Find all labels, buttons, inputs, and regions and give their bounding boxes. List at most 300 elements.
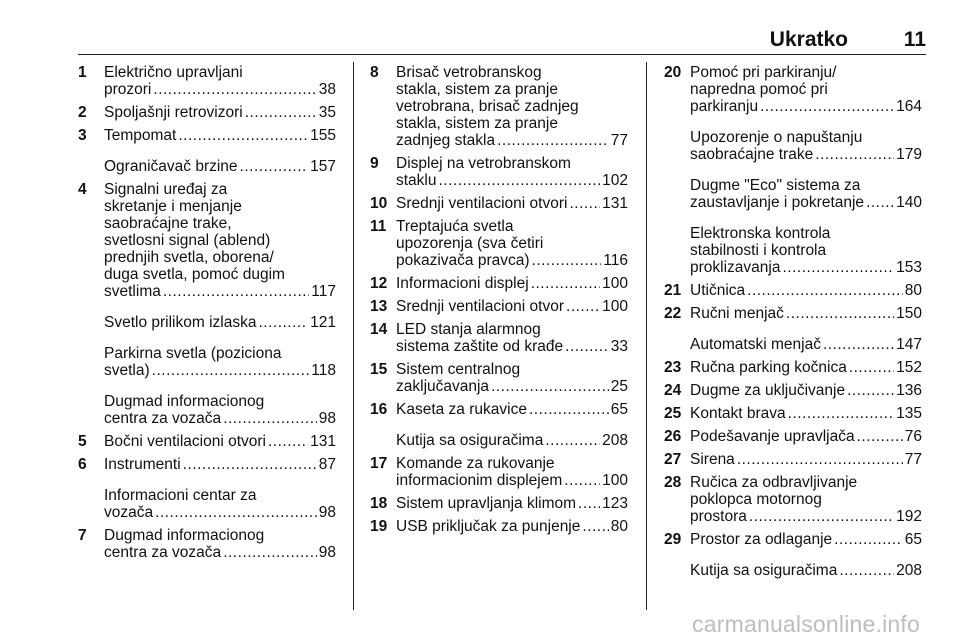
entry-label: Automatski menjač (690, 336, 821, 353)
entry-text (690, 474, 922, 525)
dot-leader (849, 359, 894, 376)
index-entry (78, 314, 336, 331)
item-number: 6 (78, 456, 87, 473)
entry-text (396, 432, 628, 449)
entry-text (104, 127, 336, 144)
item-number: 7 (78, 527, 87, 544)
page-reference: 147 (896, 336, 922, 353)
dot-leader (223, 410, 317, 427)
item-number: 2 (78, 104, 87, 121)
entry-label: poklopca motornog (690, 491, 822, 508)
entry-text (690, 451, 922, 468)
entry-text (396, 155, 628, 189)
index-entry (664, 428, 922, 445)
entry-line (396, 155, 628, 172)
entry-label: sistema zaštite od krađe (396, 338, 564, 355)
entry-text (396, 495, 628, 512)
entry-label: napredna pomoć pri (690, 81, 828, 98)
entry-line (690, 359, 922, 376)
entry-line (104, 456, 336, 473)
dot-leader (178, 127, 308, 144)
page-reference: 131 (602, 195, 628, 212)
entry-line (690, 242, 922, 259)
entry-label: centra za vozača (104, 410, 222, 427)
entry-text (104, 181, 336, 300)
page-reference: 65 (904, 531, 922, 548)
entry-line (690, 382, 922, 399)
index-entry (664, 382, 922, 399)
entry-label: parkiranju (690, 98, 759, 115)
dot-leader (566, 298, 600, 315)
entry-line (396, 472, 628, 489)
entry-label: Displej na vetrobranskom (396, 155, 571, 172)
entry-label: stabilnosti i kontrola (690, 242, 827, 259)
page-reference: 164 (896, 98, 922, 115)
entry-label: Sirena (690, 451, 735, 468)
page-reference: 98 (318, 410, 336, 427)
entry-label: Svetlo prilikom izlaska (104, 314, 257, 331)
entry-line (690, 305, 922, 322)
entry-text (690, 225, 922, 276)
index-entry (370, 495, 628, 512)
entry-label: Ručna parking kočnica (690, 359, 847, 376)
entry-label: zaustavljanje i pokretanje (690, 194, 865, 211)
entry-label: Dugmad informacionog (104, 527, 265, 544)
entry-line (104, 314, 336, 331)
dot-leader (839, 562, 894, 579)
entry-label: Utičnica (690, 282, 746, 299)
item-number: 18 (370, 495, 388, 512)
entry-line (104, 487, 336, 504)
entry-line (396, 275, 628, 292)
index-entry (78, 345, 336, 379)
index-entry (370, 432, 628, 449)
entry-label: saobraćajne trake, (104, 215, 232, 232)
entry-line (104, 266, 336, 283)
entry-line (690, 64, 922, 81)
entry-line (104, 410, 336, 427)
item-number: 10 (370, 195, 388, 212)
page-reference: 121 (310, 314, 336, 331)
entry-label: Prostor za odlaganje (690, 531, 833, 548)
page-reference: 80 (610, 518, 628, 535)
entry-label: zaključavanja (396, 378, 490, 395)
page-reference: 77 (610, 132, 628, 149)
dot-leader (223, 544, 317, 561)
entry-line (690, 98, 922, 115)
item-number: 28 (664, 474, 682, 491)
index-entry (78, 456, 336, 473)
entry-text (104, 527, 336, 561)
entry-line (104, 81, 336, 98)
item-number: 5 (78, 433, 87, 450)
entry-label: informacionim displejem (396, 472, 563, 489)
entry-line (104, 64, 336, 81)
item-number: 20 (664, 64, 682, 81)
entry-label: Ručica za odbravljivanje (690, 474, 858, 491)
entry-line (104, 181, 336, 198)
entry-line (690, 146, 922, 163)
entry-label: Elektronska kontrola (690, 225, 831, 242)
entry-text (690, 359, 922, 376)
entry-label: stakla, sistem za pranje (396, 81, 558, 98)
entry-text (396, 298, 628, 315)
entry-label: Informacioni displej (396, 275, 529, 292)
entry-label: Informacioni centar za (104, 487, 257, 504)
page-reference: 38 (318, 81, 336, 98)
item-number: 25 (664, 405, 682, 422)
index-entry (78, 181, 336, 300)
page-reference: 140 (896, 194, 922, 211)
dot-leader (155, 504, 317, 521)
entry-label: Kutija sa osiguračima (690, 562, 838, 579)
index-column-2 (370, 64, 628, 535)
page-reference: 208 (896, 562, 922, 579)
dot-leader (747, 282, 903, 299)
entry-line (396, 195, 628, 212)
column-divider (353, 62, 354, 610)
dot-leader (268, 433, 308, 450)
index-entry (370, 195, 628, 212)
entry-label: pokazivača pravca) (396, 252, 530, 269)
entry-label: USB priključak za punjenje (396, 518, 581, 535)
entry-line (396, 495, 628, 512)
entry-label: upozorenja (sva četiri (396, 235, 544, 252)
page-reference: 65 (610, 401, 628, 418)
entry-text (104, 487, 336, 521)
entry-label: LED stanja alarmnog (396, 321, 541, 338)
page-reference: 98 (318, 544, 336, 561)
item-number: 24 (664, 382, 682, 399)
page-reference: 152 (896, 359, 922, 376)
entry-text (104, 314, 336, 331)
index-entry (664, 562, 922, 579)
entry-text (396, 218, 628, 269)
entry-text (690, 129, 922, 163)
dot-leader (834, 531, 903, 548)
dot-leader (163, 283, 309, 300)
entry-text (396, 275, 628, 292)
entry-line (104, 158, 336, 175)
page-reference: 98 (318, 504, 336, 521)
entry-line (690, 81, 922, 98)
index-entry (370, 321, 628, 355)
entry-line (690, 336, 922, 353)
entry-line (396, 361, 628, 378)
dot-leader (788, 405, 894, 422)
entry-line (690, 428, 922, 445)
dot-leader (749, 508, 894, 525)
dot-leader (823, 336, 894, 353)
entry-label: Sistem centralnog (396, 361, 521, 378)
dot-leader (152, 362, 310, 379)
entry-text (396, 195, 628, 212)
entry-label: Ograničavač brzine (104, 158, 238, 175)
page-reference: 100 (602, 275, 628, 292)
entry-label: zadnjeg stakla (396, 132, 496, 149)
page-reference: 35 (318, 104, 336, 121)
page-reference: 117 (311, 283, 336, 300)
dot-leader (245, 104, 317, 121)
entry-label: Dugme za uključivanje (690, 382, 846, 399)
entry-label: Brisač vetrobranskog (396, 64, 542, 81)
entry-text (690, 405, 922, 422)
entry-line (690, 129, 922, 146)
dot-leader (240, 158, 309, 175)
item-number: 3 (78, 127, 87, 144)
item-number: 17 (370, 455, 388, 472)
entry-line (690, 259, 922, 276)
entry-line (690, 491, 922, 508)
entry-line (396, 64, 628, 81)
dot-leader (737, 451, 903, 468)
entry-label: prednjih svetla, oborena/ (104, 249, 274, 266)
entry-label: Treptajuća svetla (396, 218, 514, 235)
entry-line (104, 198, 336, 215)
item-number: 13 (370, 298, 388, 315)
entry-text (104, 456, 336, 473)
entry-line (104, 345, 336, 362)
index-entry (78, 527, 336, 561)
index-entry (664, 474, 922, 525)
item-number: 11 (370, 218, 387, 235)
entry-text (104, 158, 336, 175)
entry-line (690, 474, 922, 491)
dot-leader (531, 275, 600, 292)
index-entry (370, 64, 628, 149)
index-entry (664, 405, 922, 422)
page-header (78, 28, 926, 54)
page-reference: 76 (904, 428, 922, 445)
index-entry (370, 401, 628, 418)
entry-text (396, 401, 628, 418)
page-reference: 136 (896, 382, 922, 399)
index-entry (664, 531, 922, 548)
entry-line (690, 451, 922, 468)
dot-leader (497, 132, 609, 149)
entry-line (690, 177, 922, 194)
entry-line (396, 81, 628, 98)
entry-line (396, 298, 628, 315)
entry-label: staklu (396, 172, 437, 189)
index-entry (78, 127, 336, 144)
header-rule (78, 54, 926, 55)
entry-text (396, 64, 628, 149)
entry-line (396, 172, 628, 189)
page-reference: 25 (610, 378, 628, 395)
dot-leader (153, 81, 316, 98)
entry-label: Tempomat (104, 127, 177, 144)
page-reference: 118 (311, 362, 336, 379)
dot-leader (569, 195, 600, 212)
entry-line (690, 282, 922, 299)
page-reference: 77 (904, 451, 922, 468)
entry-text (690, 336, 922, 353)
page-reference: 150 (896, 305, 922, 322)
watermark: carmanualsonline.info (692, 611, 920, 637)
entry-label: Kutija sa osiguračima (396, 432, 544, 449)
entry-label: Instrumenti (104, 456, 181, 473)
entry-label: Spoljašnji retrovizori (104, 104, 243, 121)
entry-label: Signalni uređaj za (104, 181, 228, 198)
dot-leader (439, 172, 601, 189)
entry-line (396, 218, 628, 235)
page-reference: 87 (318, 456, 336, 473)
entry-label: Bočni ventilacioni otvori (104, 433, 266, 450)
index-entry (78, 104, 336, 121)
page-reference: 155 (310, 127, 336, 144)
index-entry (664, 336, 922, 353)
entry-label: Sistem upravljanja klimom (396, 495, 577, 512)
index-entry (78, 433, 336, 450)
entry-line (690, 405, 922, 422)
page-reference: 131 (310, 433, 336, 450)
entry-label: Upozorenje o napuštanju (690, 129, 863, 146)
entry-line (690, 562, 922, 579)
item-number: 9 (370, 155, 379, 172)
entry-label: saobraćajne trake (690, 146, 814, 163)
entry-text (104, 104, 336, 121)
index-entry (664, 225, 922, 276)
entry-label: svetlima (104, 283, 161, 300)
dot-leader (866, 194, 894, 211)
entry-line (396, 115, 628, 132)
entry-line (104, 127, 336, 144)
page-reference: 135 (896, 405, 922, 422)
index-entry (664, 64, 922, 115)
entry-line (690, 531, 922, 548)
entry-label: Podešavanje upravljača (690, 428, 855, 445)
item-number: 23 (664, 359, 682, 376)
entry-line (396, 338, 628, 355)
entry-line (396, 378, 628, 395)
index-entry (370, 275, 628, 292)
entry-label: prozori (104, 81, 152, 98)
page-reference: 33 (610, 338, 628, 355)
entry-line (396, 98, 628, 115)
section-title: Ukratko (769, 28, 848, 51)
index-entry (664, 129, 922, 163)
dot-leader (760, 98, 894, 115)
entry-text (690, 282, 922, 299)
entry-label: Ručni menjač (690, 305, 784, 322)
entry-text (690, 531, 922, 548)
item-number: 4 (78, 181, 87, 198)
entry-label: Dugmad informacionog (104, 393, 265, 410)
dot-leader (545, 432, 600, 449)
index-column-1 (78, 64, 336, 561)
dot-leader (857, 428, 903, 445)
page-reference: 100 (602, 298, 628, 315)
dot-leader (582, 518, 608, 535)
entry-text (396, 361, 628, 395)
entry-line (104, 527, 336, 544)
item-number: 14 (370, 321, 388, 338)
entry-label: prostora (690, 508, 747, 525)
entry-label: Električno upravljani (104, 64, 243, 81)
entry-label: Kontakt brava (690, 405, 786, 422)
entry-text (104, 433, 336, 450)
entry-line (396, 252, 628, 269)
entry-label: proklizavanja (690, 259, 781, 276)
page-reference: 123 (602, 495, 628, 512)
entry-line (104, 249, 336, 266)
index-entry (370, 298, 628, 315)
dot-leader (183, 456, 317, 473)
dot-leader (491, 378, 609, 395)
entry-text (690, 562, 922, 579)
entry-label: stakla, sistem za pranje (396, 115, 558, 132)
entry-line (396, 401, 628, 418)
entry-label: Pomoć pri parkiranju/ (690, 64, 837, 81)
entry-line (104, 393, 336, 410)
index-entry (78, 487, 336, 521)
entry-line (396, 132, 628, 149)
entry-label: vetrobrana, brisač zadnjeg (396, 98, 579, 115)
index-entry (664, 451, 922, 468)
entry-text (396, 321, 628, 355)
index-entry (664, 177, 922, 211)
item-number: 21 (664, 282, 682, 299)
column-divider (646, 62, 647, 610)
index-entry (78, 64, 336, 98)
entry-label: Srednji ventilacioni otvori (396, 195, 568, 212)
item-number: 27 (664, 451, 682, 468)
entry-label: Komande za rukovanje (396, 455, 555, 472)
item-number: 8 (370, 64, 379, 81)
entry-text (690, 177, 922, 211)
entry-line (104, 433, 336, 450)
entry-text (104, 345, 336, 379)
entry-text (396, 455, 628, 489)
index-entry (370, 361, 628, 395)
page-reference: 80 (904, 282, 922, 299)
page-reference: 100 (602, 472, 628, 489)
page-reference: 153 (896, 259, 922, 276)
dot-leader (847, 382, 894, 399)
entry-line (396, 518, 628, 535)
dot-leader (532, 252, 602, 269)
page-reference: 116 (603, 252, 628, 269)
dot-leader (529, 401, 609, 418)
entry-label: skretanje i menjanje (104, 198, 242, 215)
entry-label: centra za vozača (104, 544, 222, 561)
entry-line (104, 232, 336, 249)
entry-label: Kaseta za rukavice (396, 401, 527, 418)
entry-text (396, 518, 628, 535)
entry-text (104, 64, 336, 98)
entry-line (396, 321, 628, 338)
index-entry (370, 218, 628, 269)
entry-label: Srednji ventilacioni otvor (396, 298, 565, 315)
entry-label: duga svetla, pomoć dugim (104, 266, 285, 283)
dot-leader (786, 305, 894, 322)
entry-label: svetla) (104, 362, 150, 379)
index-entry (664, 282, 922, 299)
page-number: 11 (903, 28, 926, 51)
index-entry (78, 158, 336, 175)
entry-text (690, 428, 922, 445)
item-number: 15 (370, 361, 388, 378)
entry-label: Dugme "Eco" sistema za (690, 177, 861, 194)
index-entry (370, 155, 628, 189)
entry-label: svetlosni signal (ablend) (104, 232, 271, 249)
item-number: 22 (664, 305, 682, 322)
item-number: 12 (370, 275, 388, 292)
entry-line (396, 432, 628, 449)
dot-leader (578, 495, 600, 512)
entry-line (104, 215, 336, 232)
